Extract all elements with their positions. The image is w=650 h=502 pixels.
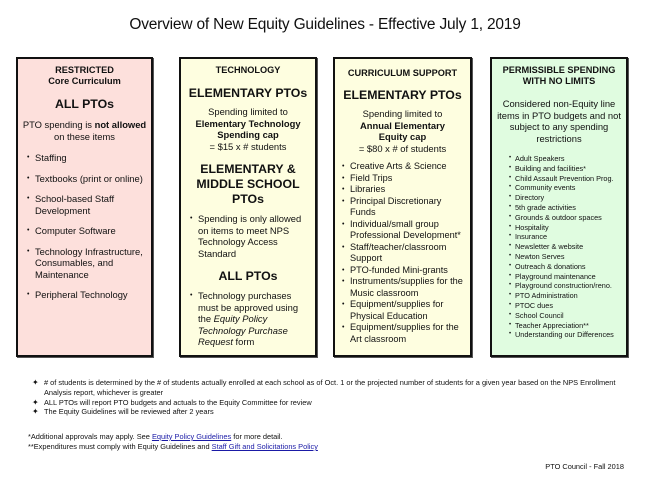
list-item: • PTO-funded Mini-grants [341, 265, 466, 277]
list-item: • Understanding our Differences [508, 330, 622, 340]
staff-gift-policy-link[interactable]: Staff Gift and Solicitations Policy [211, 442, 318, 451]
curriculum-cap-name: Annual Elementary Equity cap [360, 119, 445, 142]
note-item: ✦ The Equity Guidelines will be reviewed after 2 years [32, 407, 214, 417]
permissible-spending-box [490, 57, 628, 357]
restricted-subheader: Core Curriculum [48, 76, 121, 86]
list-item: • Directory [508, 193, 622, 203]
list-item: • Teacher Appreciation** [508, 321, 622, 331]
restricted-header: RESTRICTED [55, 65, 114, 75]
list-item: • Field Trips [341, 173, 466, 185]
four-point-star-icon: ✦ [32, 378, 39, 387]
four-point-star-icon: ✦ [32, 407, 39, 417]
list-item: • PTOC dues [508, 301, 622, 311]
curriculum-cap-intro: Spending limited to [362, 108, 443, 119]
restricted-all-ptos: ALL PTOs [55, 97, 114, 111]
list-item: • Equipment/supplies for Physical Education [341, 299, 466, 322]
list-item: • Newsletter & website [508, 242, 622, 252]
footnotes [28, 432, 318, 452]
list-item: • Textbooks (print or online) [26, 173, 145, 185]
footnote-2: **Expenditures must comply with Equity Guidelines and Staff Gift and Solicitations Policy [28, 442, 318, 451]
curriculum-support-box [333, 57, 472, 357]
list-item: • Individual/small group Professional Development* [341, 219, 466, 242]
list-item: • Peripheral Technology [26, 289, 145, 301]
list-item: • Equipment/supplies for the Art classroom [341, 322, 466, 345]
list-item: • Staffing [26, 152, 145, 164]
list-item: • Technology Infrastructure, Consumables, and Maintenance [26, 246, 145, 281]
curriculum-header: CURRICULUM SUPPORT [347, 68, 458, 78]
list-item: • Child Assault Prevention Prog. [508, 174, 622, 184]
list-item: • Creative Arts & Science [341, 161, 466, 173]
permissible-description: Considered non-Equity line items in PTO budgets and not subject to any spending restrictions [497, 98, 621, 144]
list-item: • Community events [508, 183, 622, 193]
restricted-list [26, 152, 145, 301]
technology-elementary-ptos: ELEMENTARY PTOs [188, 86, 308, 100]
list-item: • Newton Serves [508, 252, 622, 262]
list-item: • Insurance [508, 232, 622, 242]
page-title: Overview of New Equity Guidelines - Effective July 1, 2019 [129, 16, 521, 33]
four-point-star-icon: ✦ [32, 397, 39, 407]
list-item: • Computer Software [26, 225, 145, 237]
list-item: • Outreach & donations [508, 262, 622, 272]
list-item: • School-based Staff Development [26, 193, 145, 216]
equity-policy-guidelines-link[interactable]: Equity Policy Guidelines [151, 432, 232, 441]
note-item: ✦ ALL PTOs will report PTO budgets and actuals to the Equity Committee for review [32, 397, 312, 407]
technology-list-2 [189, 290, 309, 348]
list-item: • Adult Speakers [508, 154, 622, 164]
credit-line: PTO Council - Fall 2018 [545, 462, 624, 471]
technology-header: TECHNOLOGY [215, 65, 281, 75]
technology-cap-intro: Spending limited to [208, 106, 288, 117]
list-item: • Libraries [341, 184, 466, 196]
list-item: • Principal Discretionary Funds [341, 196, 466, 219]
list-item: • Building and facilities* [508, 164, 622, 174]
list-item: • Staff/teacher/classroom Support [341, 242, 466, 265]
list-item: • Technology purchases must be approved using the Equity Policy Technology Purchase Request form [189, 290, 309, 348]
list-item: • PTO Administration [508, 291, 622, 301]
list-item: • School Council [508, 311, 622, 321]
permissible-list [508, 154, 622, 340]
notes-list [32, 378, 632, 417]
technology-cap-name: Elementary Technology Spending cap [195, 117, 301, 140]
curriculum-cap-formula: = $80 x # of students [358, 142, 447, 154]
list-item: • Instruments/supplies for the Music classroom [341, 276, 466, 299]
technology-all-ptos: ALL PTOs [218, 269, 278, 283]
technology-cap-formula: = $15 x # students [209, 140, 287, 152]
curriculum-elementary-ptos: ELEMENTARY PTOs [343, 88, 462, 102]
technology-elem-middle-ptos: ELEMENTARY & MIDDLE SCHOOL PTOs [196, 162, 300, 206]
list-item: • Playground construction/reno. [508, 281, 622, 291]
list-item: • Hospitality [508, 223, 622, 233]
curriculum-list [341, 161, 466, 345]
list-item: • Spending is only allowed on items to meet NPS Technology Access Standard [189, 213, 309, 259]
restricted-description: PTO spending is not allowed on these items [22, 119, 147, 142]
note-item: ✦ # of students is determined by the # of students actually enrolled at each school as of Oct. 1 or the projected number of students for a given year based on the NPS Enrollment Analysis report, whichever is greater [32, 378, 616, 397]
restricted-box [16, 57, 153, 357]
technology-list-1 [189, 213, 309, 259]
list-item: • Grounds & outdoor spaces [508, 213, 622, 223]
list-item: • 5th grade activities [508, 203, 622, 213]
list-item: • Playground maintenance [508, 272, 622, 282]
permissible-subheader: WITH NO LIMITS [522, 76, 596, 86]
technology-box [179, 57, 317, 357]
permissible-header: PERMISSIBLE SPENDING [502, 65, 616, 75]
footnote-1: *Additional approvals may apply. See Equity Policy Guidelines for more detail. [28, 432, 283, 441]
